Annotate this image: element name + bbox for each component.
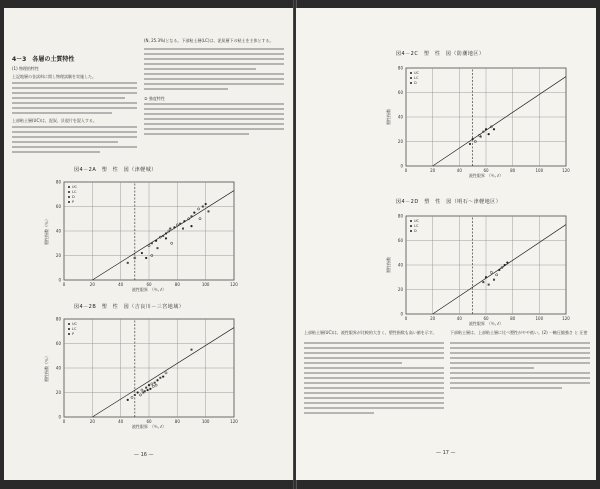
legend-marker: [410, 77, 412, 79]
y-tick-label: 60: [55, 204, 61, 209]
y-tick-label: 20: [55, 253, 61, 258]
x-tick-label: 0: [404, 168, 408, 173]
data-point: [155, 240, 157, 242]
x-tick-label: 20: [89, 419, 95, 424]
y-axis-label: 塑性指数: [386, 257, 391, 273]
right-column-text: [144, 48, 284, 93]
x-tick-label: 120: [562, 316, 570, 321]
a-line: [92, 328, 234, 417]
data-point: [202, 206, 204, 208]
data-point: [156, 379, 158, 381]
legend-label: UC: [414, 71, 420, 75]
data-point: [139, 394, 141, 396]
data-point: [165, 237, 167, 239]
y-axis-label: 塑性指数（％）: [44, 354, 49, 382]
legend-label: UC: [414, 219, 420, 223]
intro-text: 上記地層の各試料に関し物理試験を実施した。: [12, 74, 96, 79]
data-point: [485, 276, 487, 278]
x-tick-label: 60: [146, 282, 152, 287]
legend-label: P: [72, 200, 75, 204]
data-point: [141, 389, 143, 391]
right-text-right: 下部粘土層は、上部粘土層に比べ塑性がやや低い。(2) 一軸圧縮強さ と 圧密: [450, 330, 588, 335]
y-tick-label: 40: [55, 228, 61, 234]
legend-label: LC: [72, 327, 77, 331]
x-axis-label: 液性限界 （％, ℓ）: [468, 321, 504, 326]
data-point: [197, 208, 199, 210]
legend-label: UC: [72, 185, 78, 189]
plasticity-chart-c: [364, 60, 574, 178]
a-line: [433, 77, 566, 166]
data-point: [482, 281, 484, 283]
right-text-left: 上部粘土層(UC)は、液性限界が比較的大きく、塑性指数も高い値を示す。: [304, 330, 437, 335]
page-number-left: — 16 —: [134, 452, 154, 458]
y-axis-label: 塑性指数（％）: [44, 217, 49, 245]
x-tick-label: 80: [174, 419, 180, 424]
section-heading: 4－3 各層の土質特性: [12, 56, 75, 63]
data-point: [498, 269, 500, 271]
x-tick-label: 80: [174, 282, 180, 287]
data-point: [472, 138, 474, 140]
x-axis-label: 液性限界 （％, ℓ）: [468, 173, 504, 178]
left-page: [4, 8, 294, 480]
left-column-text: [12, 82, 137, 117]
data-point: [179, 223, 181, 225]
x-tick-label: 80: [510, 168, 516, 173]
data-point: [145, 387, 147, 389]
plasticity-chart-a: [22, 174, 242, 292]
data-point: [127, 262, 129, 264]
y-tick-label: 40: [397, 262, 403, 268]
y-tick-label: 60: [397, 90, 403, 95]
data-point: [157, 247, 159, 249]
legend-marker: [410, 225, 412, 227]
x-tick-label: 0: [62, 282, 66, 287]
x-tick-label: 100: [535, 168, 544, 173]
legend-marker: [68, 333, 70, 335]
x-axis-label: 液性限界 （％, ℓ）: [131, 424, 167, 429]
x-tick-label: 20: [430, 168, 436, 173]
x-tick-label: 80: [510, 316, 516, 321]
x-tick-label: 40: [456, 168, 462, 173]
legend-label: UC: [72, 322, 78, 326]
legend-marker: [410, 82, 412, 84]
right-text-left-lines: [304, 342, 444, 417]
y-tick-label: 20: [55, 390, 61, 395]
y-tick-label: 0: [400, 163, 403, 169]
x-tick-label: 0: [62, 419, 66, 424]
col2-subheading: ② 強度特性: [144, 96, 165, 101]
data-point: [165, 232, 167, 234]
legend-marker: [68, 323, 70, 325]
x-tick-label: 40: [118, 419, 124, 424]
data-point: [131, 396, 133, 398]
legend-marker: [410, 230, 412, 232]
data-point: [151, 383, 153, 385]
data-point: [162, 235, 164, 237]
y-tick-label: 80: [55, 316, 61, 322]
y-tick-label: 60: [397, 238, 403, 243]
data-point: [490, 271, 492, 273]
x-tick-label: 0: [404, 316, 408, 321]
x-tick-label: 40: [456, 316, 462, 321]
col2-text: (N, 25.3%)となる。下部粘土層(LC)は、泥炭層下の粘土を主体とする。: [144, 38, 274, 43]
fig4-caption: 図4－2D 塑 性 図（明石～津軽地区）: [396, 199, 502, 205]
fig1-caption: 図4－2A 塑 性 図（津軽城）: [74, 167, 157, 173]
data-point: [191, 349, 193, 351]
data-point: [205, 203, 207, 205]
data-point: [199, 218, 201, 220]
y-tick-label: 80: [397, 65, 403, 71]
data-point: [488, 133, 490, 135]
data-point: [190, 225, 192, 227]
right-text-right-lines: [450, 342, 590, 392]
y-tick-label: 20: [397, 287, 403, 292]
subheading: (1) 物理的特性: [12, 66, 39, 71]
data-point: [208, 210, 210, 212]
y-tick-label: 80: [397, 213, 403, 219]
legend-label: D: [414, 229, 417, 233]
y-tick-label: 20: [397, 139, 403, 144]
x-tick-label: 60: [483, 168, 489, 173]
legend-marker: [68, 328, 70, 330]
legend-label: LC: [72, 190, 77, 194]
data-point: [193, 212, 195, 214]
x-tick-label: 20: [430, 316, 436, 321]
y-tick-label: 0: [58, 277, 61, 283]
right-column-text-2: [144, 103, 284, 138]
plasticity-chart-d: [364, 208, 574, 326]
x-tick-label: 120: [230, 419, 238, 424]
y-tick-label: 0: [400, 311, 403, 317]
data-point: [155, 384, 157, 386]
data-point: [162, 375, 164, 377]
data-point: [482, 131, 484, 133]
data-point: [137, 391, 139, 393]
legend-label: LC: [414, 76, 419, 80]
legend-marker: [410, 72, 412, 74]
x-tick-label: 100: [201, 419, 210, 424]
data-point: [183, 220, 185, 222]
legend-label: LC: [414, 224, 419, 228]
legend-label: D: [414, 81, 417, 85]
y-tick-label: 40: [397, 114, 403, 120]
data-point: [173, 226, 175, 228]
data-point: [182, 228, 184, 230]
data-point: [151, 242, 153, 244]
data-point: [141, 252, 143, 254]
data-point: [493, 279, 495, 281]
data-point: [485, 128, 487, 130]
right-page: [296, 8, 596, 480]
data-point: [496, 274, 498, 276]
y-axis-label: 塑性指数: [386, 109, 391, 125]
fig2-caption: 図4－2B 塑 性 図（吉良川－三宮地域）: [74, 304, 185, 310]
legend-marker: [68, 191, 70, 193]
data-point: [149, 388, 151, 390]
y-tick-label: 0: [58, 414, 61, 420]
data-point: [165, 372, 167, 374]
legend-marker: [68, 196, 70, 198]
y-tick-label: 60: [55, 341, 61, 346]
x-tick-label: 60: [146, 419, 152, 424]
data-point: [171, 242, 173, 244]
data-point: [506, 261, 508, 263]
x-tick-label: 120: [562, 168, 570, 173]
data-point: [480, 136, 482, 138]
data-point: [154, 382, 156, 384]
data-point: [152, 385, 154, 387]
x-tick-label: 60: [483, 316, 489, 321]
para2-text: 上部粘土層(UC)は、泥炭、貝殻片を混入する。: [12, 118, 97, 123]
data-point: [469, 143, 471, 145]
x-tick-label: 20: [89, 282, 95, 287]
data-point: [142, 392, 144, 394]
data-point: [493, 128, 495, 130]
left-column-text-2: [12, 126, 137, 156]
x-axis-label: 液性限界 （％, ℓ）: [131, 287, 167, 292]
x-tick-label: 120: [230, 282, 238, 287]
y-tick-label: 40: [55, 365, 61, 371]
page-number-right: — 17 —: [436, 450, 456, 456]
x-tick-label: 100: [201, 282, 210, 287]
legend-marker: [68, 201, 70, 203]
legend-marker: [410, 220, 412, 222]
fig3-caption: 図4－2C 塑 性 図（防潮地区）: [396, 51, 485, 57]
data-point: [145, 257, 147, 259]
data-point: [146, 389, 148, 391]
data-point: [191, 215, 193, 217]
x-tick-label: 100: [535, 316, 544, 321]
legend-label: P: [72, 332, 75, 336]
legend-marker: [68, 186, 70, 188]
data-point: [169, 228, 171, 230]
data-point: [159, 377, 161, 379]
plasticity-chart-b: [22, 311, 242, 429]
legend-label: D: [72, 195, 75, 199]
x-tick-label: 40: [118, 282, 124, 287]
data-point: [488, 284, 490, 286]
y-tick-label: 80: [55, 179, 61, 185]
data-point: [504, 264, 506, 266]
data-point: [127, 399, 129, 401]
data-point: [148, 384, 150, 386]
data-point: [134, 394, 136, 396]
